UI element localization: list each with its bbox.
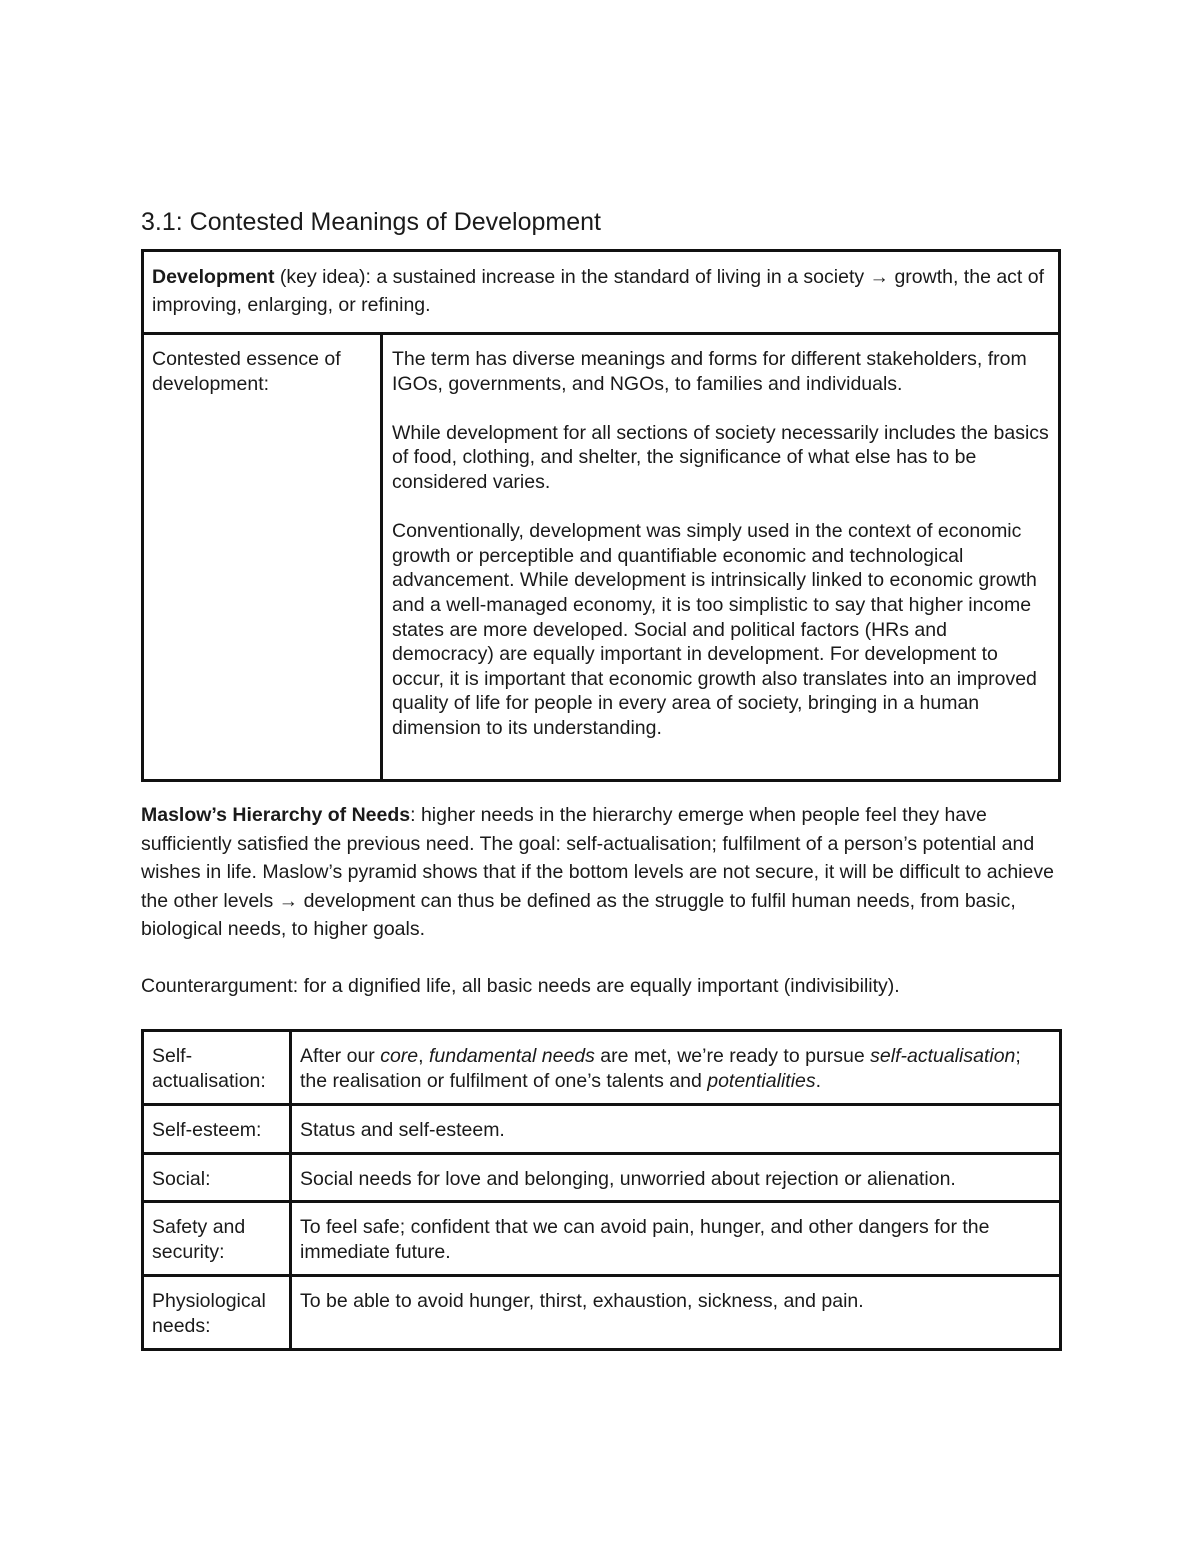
needs-label-cell <box>143 1031 291 1105</box>
needs-text-cell <box>291 1276 1061 1350</box>
key-term: Development <box>152 266 275 288</box>
table-row <box>143 251 1060 334</box>
needs-text-cell <box>291 1105 1061 1154</box>
needs-label: Physiological needs: <box>152 1290 266 1337</box>
development-table <box>141 249 1061 782</box>
needs-text-cell <box>291 1202 1061 1276</box>
key-idea-cell <box>143 251 1060 334</box>
text-run: . <box>815 1069 822 1092</box>
contested-paragraph: Conventionally, development was simply used in the context of economic growth or perceptible and quantifiable economic and technological advancement. While development is intrinsically linked to economic growth and a well-managed economy, it is too simplistic to say that higher income states are more developed. Social and political factors (HRs and democracy) are equally important in development. For development to occur, it is important that economic growth also translates into an improved quality of life for people in every area of society, bringing in a human dimension to its understanding. <box>392 520 1037 739</box>
table-row <box>143 1154 1061 1202</box>
page-title: 3.1: Contested Meanings of Development <box>141 208 601 236</box>
text-run-italic: potentialities <box>707 1069 816 1092</box>
needs-label: Social: <box>152 1168 211 1190</box>
needs-text-cell <box>291 1154 1061 1202</box>
table-row <box>143 1202 1061 1276</box>
needs-table <box>141 1029 1062 1351</box>
needs-label-cell <box>143 1154 291 1202</box>
contested-label-cell <box>143 334 382 781</box>
needs-label-cell <box>143 1276 291 1350</box>
needs-text: Social needs for love and belonging, unworried about rejection or alienation. <box>300 1168 956 1190</box>
key-definition: (key idea): a sustained increase in the standard of living in a society → growth, the act of improving, enlarging, or refining. <box>152 266 1045 316</box>
needs-label: Safety and security: <box>152 1216 246 1263</box>
counterargument-paragraph: Counterargument: for a dignified life, all basic needs are equally important (indivisibility). <box>141 975 900 997</box>
needs-text <box>292 1032 1059 1099</box>
needs-label-cell <box>143 1105 291 1154</box>
text-run: ; the realisation or fulfilment of one’s talents and <box>300 1045 1021 1092</box>
contested-paragraph: The term has diverse meanings and forms for different stakeholders, from IGOs, governments, and NGOs, to families and individuals. <box>392 348 1027 395</box>
needs-text: To feel safe; confident that we can avoid pain, hunger, and other dangers for the immediate future. <box>300 1216 990 1263</box>
needs-text-cell <box>291 1031 1061 1105</box>
text-run: are met, we’re ready to pursue <box>594 1045 871 1067</box>
table-row <box>143 1105 1061 1154</box>
table-row <box>143 1031 1061 1105</box>
needs-label-cell <box>143 1202 291 1276</box>
text-run: , <box>418 1045 429 1067</box>
text-run-italic: core <box>380 1045 419 1067</box>
contested-text-cell <box>382 334 1060 781</box>
table-row <box>143 1276 1061 1350</box>
contested-paragraph: While development for all sections of society necessarily includes the basics of food, clothing, and shelter, the significance of what else has to be considered varies. <box>392 421 1049 493</box>
text-run-italic: self-actualisation <box>870 1045 1016 1067</box>
table-row <box>143 334 1060 781</box>
text-run-italic: fundamental needs <box>428 1045 595 1067</box>
maslow-term: Maslow’s Hierarchy of Needs <box>141 804 411 826</box>
maslow-text: : higher needs in the hierarchy emerge when people feel they have sufficiently satisfied the previous need. The goal: self-actualisation; fulfilment of a person’s potential and wishes in life. Maslow’s pyramid shows that if the bottom levels are not secure, it will be difficult to achieve the other levels → development can thus be defined as the struggle to fulfil human needs, from basic, biological needs, to higher goals. <box>141 804 1054 941</box>
contested-label: Contested essence of development: <box>152 348 341 395</box>
needs-label: Self-actualisation: <box>152 1045 266 1092</box>
maslow-paragraph <box>141 801 1063 944</box>
needs-text: To be able to avoid hunger, thirst, exhaustion, sickness, and pain. <box>300 1290 864 1312</box>
text-run: After our <box>300 1045 381 1067</box>
needs-label: Self-esteem: <box>152 1119 262 1141</box>
needs-text: Status and self-esteem. <box>300 1119 505 1141</box>
